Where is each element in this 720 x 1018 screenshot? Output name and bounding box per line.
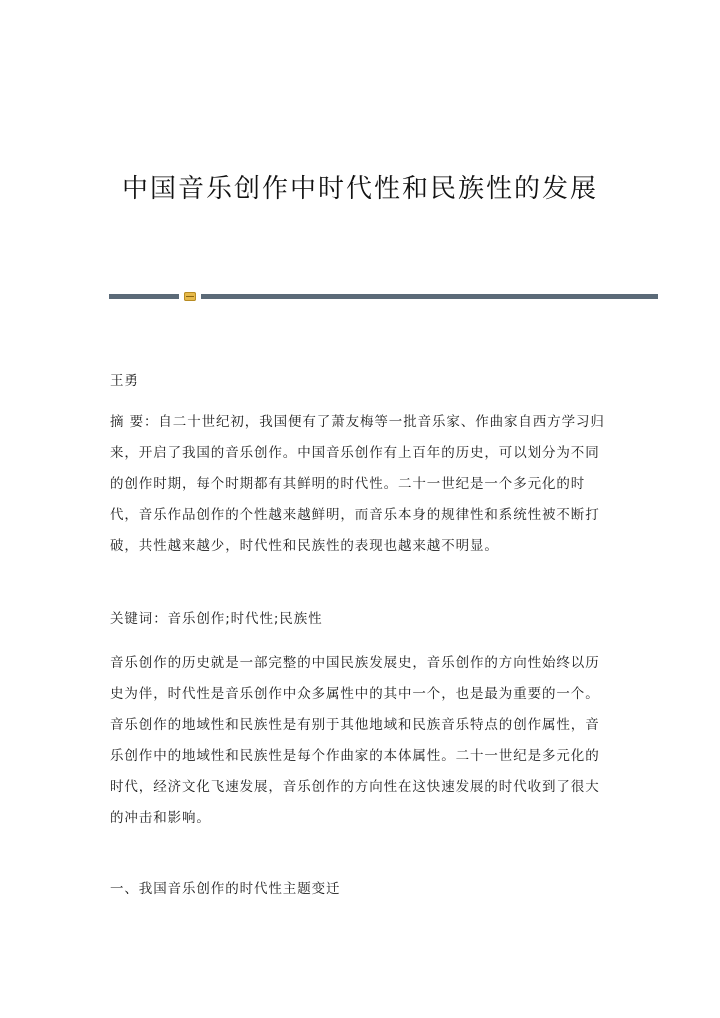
body-line: 史为伴，时代性是音乐创作中众多属性中的其中一个，也是最为重要的一个。	[110, 686, 600, 702]
abstract-line: 摘 要：自二十世纪初，我国便有了萧友梅等一批音乐家、作曲家自西方学习归	[110, 414, 605, 430]
author-name	[110, 366, 610, 397]
body-line: 音乐创作的地域性和民族性是有别于其他地域和民族音乐特点的创作属性，音	[110, 717, 600, 733]
title-divider	[109, 292, 658, 300]
keywords	[110, 604, 610, 635]
abstract-line: 来，开启了我国的音乐创作。中国音乐创作有上百年的历史，可以划分为不同	[110, 445, 600, 461]
body-line: 乐创作中的地域性和民族性是每个作曲家的本体属性。二十一世纪是多元化的	[110, 748, 600, 764]
abstract-line: 破，共性越来越少，时代性和民族性的表现也越来越不明显。	[110, 538, 499, 554]
body-line: 音乐创作的历史就是一部完整的中国民族发展史，音乐创作的方向性始终以历	[110, 655, 600, 671]
document-title: 中国音乐创作中时代性和民族性的发展	[121, 174, 598, 204]
book-emblem-icon	[184, 292, 196, 301]
abstract-paragraph	[110, 407, 610, 562]
abstract-line: 的创作时期，每个时期都有其鲜明的时代性。二十一世纪是一个多元化的时	[110, 476, 586, 492]
body-line: 的冲击和影响。	[110, 810, 211, 826]
section-heading-line: 一、我国音乐创作的时代性主题变迁	[110, 881, 341, 897]
keywords-line: 关键词：音乐创作;时代性;民族性	[110, 611, 323, 627]
author-line: 王勇	[110, 373, 139, 389]
body-paragraph	[110, 648, 610, 834]
body-line: 时代，经济文化飞速发展，音乐创作的方向性在这快速发展的时代收到了很大	[110, 779, 600, 795]
divider-bar-left	[109, 294, 179, 299]
divider-bar-right	[201, 294, 658, 299]
section-heading	[110, 874, 610, 905]
abstract-line: 代，音乐作品创作的个性越来越鲜明，而音乐本身的规律性和系统性被不断打	[110, 507, 600, 523]
